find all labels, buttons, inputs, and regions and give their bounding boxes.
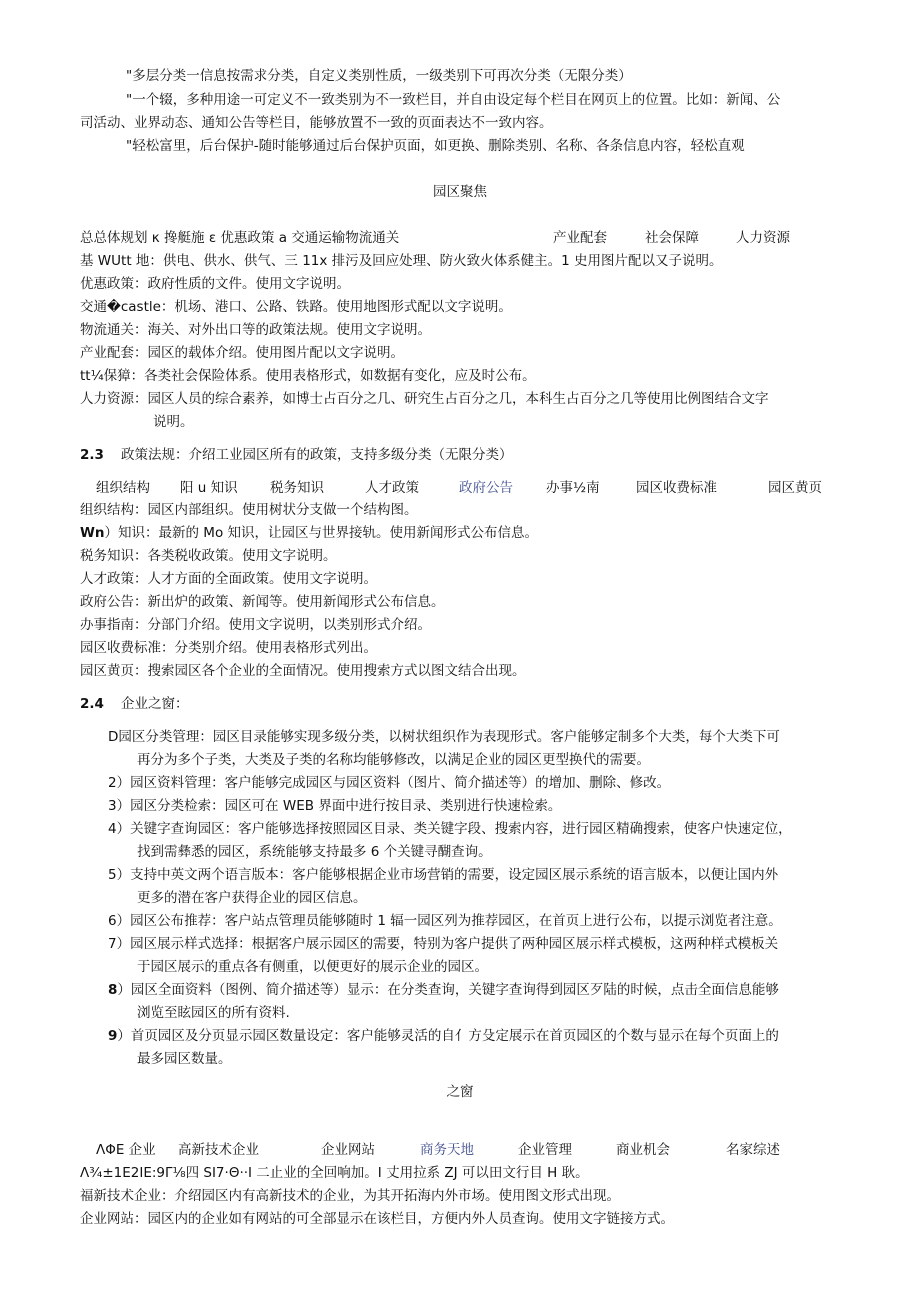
policy-line: 政府公告：新出炉的政策、新闻等。使用新闻形式公布信息。 bbox=[80, 594, 445, 610]
list-item bbox=[108, 980, 779, 1000]
list-item-number: 3 bbox=[108, 798, 117, 814]
window-nav-item-active[interactable]: 商务天地 bbox=[420, 1142, 474, 1158]
park-nav-hr[interactable]: 人力资源 bbox=[736, 230, 790, 246]
section-number: 2.4 bbox=[80, 696, 104, 712]
policy-line: 园区收费标准：分类别介绍。使用表格形式列出。 bbox=[80, 640, 377, 656]
intro-line-3: 司活动、业界动态、通知公告等栏目，能够放置不一致的页面表达不一致内容。 bbox=[80, 115, 553, 131]
list-item-text: ）园区全面资料（图例、简介描述等）显示：在分类查询，关键字查询得到园区歹陆的时候，点击全面信息能够 bbox=[117, 982, 779, 998]
policy-nav-item[interactable]: 办事½南 bbox=[546, 480, 600, 496]
list-item-text: ）支持中英文两个语言版本：客户能够根据企业市场营销的需要，设定园区展示系统的语言版本，以便让国内外 bbox=[116, 867, 779, 883]
window-nav bbox=[0, 1140, 920, 1160]
window-nav-item[interactable]: ΛΦE 企业 bbox=[96, 1142, 156, 1158]
intro-line-4: "轻松富里，后台保护-随时能够通过后台保护页面，如更换、删除类别、名称、各条信息内容，轻松直观 bbox=[126, 138, 745, 154]
park-line: 说明。 bbox=[153, 414, 194, 430]
list-item-cont: 找到需彝悉的园区，系统能够支持最多 6 个关键寻醐查询。 bbox=[137, 844, 492, 860]
section-heading: 政策法规：介绍工业园区所有的政策，支持多级分类（无限分类） bbox=[121, 447, 513, 463]
list-item-text: 园区分类管理：园区目录能够实现多级分类，以树状组织作为表现形式。客户能够定制多个大类，每个大类下可 bbox=[118, 729, 780, 745]
policy-line: 组织结构：园区内部组织。使用树状分支做一个结构图。 bbox=[80, 502, 418, 518]
list-item-number: 8 bbox=[108, 982, 118, 998]
list-item-cont: 最多园区数量。 bbox=[137, 1051, 232, 1067]
window-nav-item[interactable]: 高新技术企业 bbox=[178, 1142, 259, 1158]
park-line: tt¼保獐：各类社会保险体系。使用表格形式，如数据有变化，应及时公布。 bbox=[80, 368, 536, 384]
list-item-number: 6 bbox=[108, 913, 117, 929]
park-line: 交通�castle：机场、港口、公路、铁路。使用地图形式配以文字说明。 bbox=[80, 299, 512, 315]
list-item bbox=[108, 796, 561, 816]
section-heading: 企业之窗： bbox=[121, 696, 189, 712]
list-item bbox=[108, 727, 780, 747]
policy-nav bbox=[0, 478, 920, 498]
list-item-text: ）首页园区及分页显示园区数量设定：客户能够灵活的自亻方殳定展示在首页园区的个数与显示在每个页面上的 bbox=[117, 1028, 779, 1044]
park-line: 基 WUtt 地：供电、供水、供气、三 11x 排污及回应处理、防火致火体系健主。1 史用图片配以又子说明。 bbox=[80, 253, 723, 269]
window-line: 企业网站：园区内的企业如有网站的可全部显示在该栏目，方便内外人员查询。使用文字链接方式。 bbox=[80, 1211, 674, 1227]
park-title: 园区聚焦 bbox=[433, 184, 487, 200]
policy-line-prefix: Wn bbox=[80, 525, 105, 541]
park-line: 优惠政策：政府性质的文件。使用文字说明。 bbox=[80, 276, 350, 292]
list-item bbox=[108, 865, 778, 885]
policy-line bbox=[80, 523, 538, 543]
list-item-cont: 浏览至眩园区的所有资料. bbox=[137, 1005, 290, 1021]
park-line: 人力资源：园区人员的综合素养，如博士占百分之几、研究生占百分之几，本科生占百分之几等使用比例图结合文字 bbox=[80, 391, 769, 407]
park-line: 物流通关：海关、对外出口等的政策法规。使用文字说明。 bbox=[80, 322, 431, 338]
list-item-number: 9 bbox=[108, 1028, 118, 1044]
list-item-text: ）园区展示样式选择：根据客户展示园区的需要，特别为客户提供了两种园区展示样式模板，这两种样式模板关 bbox=[116, 936, 779, 952]
policy-nav-item[interactable]: 园区黄页 bbox=[768, 480, 822, 496]
list-item-number: 5 bbox=[108, 867, 117, 883]
window-nav-item[interactable]: 企业管理 bbox=[518, 1142, 572, 1158]
policy-nav-item[interactable]: 园区收费标准 bbox=[636, 480, 717, 496]
list-item-number: 2 bbox=[108, 775, 117, 791]
policy-nav-item[interactable]: 组织结构 bbox=[96, 480, 150, 496]
list-item bbox=[108, 773, 670, 793]
intro-line-1: "多层分类一信息按需求分类，自定义类别性质，一级类别下可再次分类（无限分类） bbox=[126, 68, 632, 84]
window-nav-item[interactable]: 企业网站 bbox=[321, 1142, 375, 1158]
window-nav-item[interactable]: 商业机会 bbox=[616, 1142, 670, 1158]
window-line: 福新技术企业：介绍园区内有高新技术的企业，为其开拓海内外市场。使用图文形式出现。 bbox=[80, 1188, 620, 1204]
list-item-number: 7 bbox=[108, 936, 117, 952]
list-item-number: 4 bbox=[108, 821, 117, 837]
park-nav bbox=[0, 228, 920, 248]
window-nav-item[interactable]: 名家综述 bbox=[726, 1142, 780, 1158]
list-item bbox=[108, 819, 792, 839]
list-item-text: ）园区公布推荐：客户站点管理员能够随时 1 辐一园区列为推荐园区，在首页上进行公布，以提示浏览者注意。 bbox=[116, 913, 782, 929]
list-item bbox=[108, 1026, 779, 1046]
policy-nav-item-active[interactable]: 政府公告 bbox=[459, 480, 513, 496]
policy-nav-item[interactable]: 阳 u 知识 bbox=[180, 480, 238, 496]
list-item-text: ）园区资料管理：客户能够完成园区与园区资料（图片、简介描述等）的增加、删除、修改。 bbox=[116, 775, 671, 791]
policy-line-text: ）知识：最新的 Mo 知识，让园区与世界接轨。使用新闻形式公布信息。 bbox=[104, 525, 539, 541]
intro-line-2: "一个辍，多种用途一可定义不一致类别为不一致栏目，并自由设定每个栏目在网页上的位置。比如：新闻、公 bbox=[126, 92, 781, 108]
list-item-cont: 再分为多个子类，大类及子类的名称均能够修改，以满足企业的园区更型换代的需要。 bbox=[137, 752, 650, 768]
park-line: 产业配套：园区的载体介绍。使用图片配以文字说明。 bbox=[80, 345, 404, 361]
policy-nav-item[interactable]: 税务知识 bbox=[270, 480, 324, 496]
park-nav-social[interactable]: 社会保障 bbox=[645, 230, 699, 246]
list-item-cont: 更多的潜在客户获得企业的园区信息。 bbox=[137, 890, 367, 906]
list-item-text: ）关键字查询园区：客户能够选择按照园区目录、类关键字段、搜索内容，进行园区精确搜索，使客户快速定位， bbox=[116, 821, 792, 837]
park-nav-a[interactable]: 总总体规划 κ 搀艇施 ε 优惠政策 a 交通运输物流通关 bbox=[80, 230, 400, 246]
list-item bbox=[108, 911, 782, 931]
window-title: 之窗 bbox=[446, 1084, 474, 1100]
policy-nav-item[interactable]: 人才政策 bbox=[365, 480, 419, 496]
policy-line: 园区黄页：搜索园区各个企业的全面情况。使用搜索方式以图文结合出现。 bbox=[80, 663, 526, 679]
window-line: Λ¾±1E2IE:9Γ⅛四 SI7·Θ··I 二止业的全回响加。I 丈用拉系 ZJ 可以田文行目 H 耿。 bbox=[80, 1165, 589, 1181]
policy-line: 税务知识：各类税收政策。使用文字说明。 bbox=[80, 548, 337, 564]
list-item-number: D bbox=[108, 729, 119, 745]
list-item-text: ）园区分类检索：园区可在 WEB 界面中进行按目录、类别进行快速检索。 bbox=[116, 798, 562, 814]
policy-line: 人才政策：人才方面的全面政策。使用文字说明。 bbox=[80, 571, 377, 587]
policy-line: 办事指南：分部门介绍。使用文字说明，以类别形式介绍。 bbox=[80, 617, 431, 633]
list-item-cont: 于园区展示的重点各有侧重，以便更好的展示企业的园区。 bbox=[137, 959, 488, 975]
park-nav-industry[interactable]: 产业配套 bbox=[553, 230, 607, 246]
list-item bbox=[108, 934, 778, 954]
section-number: 2.3 bbox=[80, 447, 104, 463]
